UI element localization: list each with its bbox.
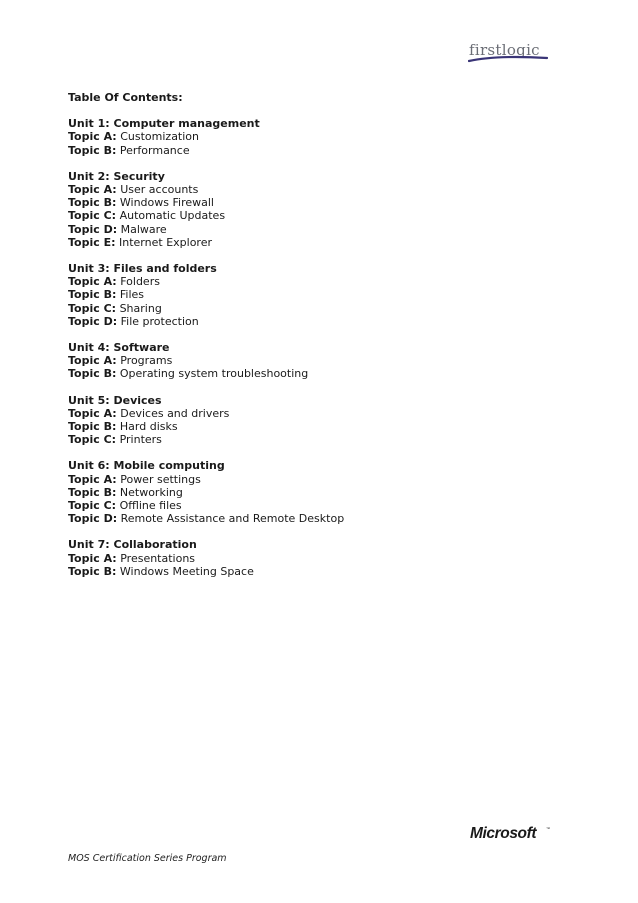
- topic-label: Topic B:: [68, 143, 117, 157]
- topic-name: Automatic Updates: [119, 209, 226, 223]
- topic-item: [68, 183, 568, 196]
- topic-label: Topic A:: [68, 130, 117, 144]
- topic-label: Topic B:: [68, 196, 117, 210]
- table-of-contents: [68, 91, 568, 591]
- topic-name: Operating system troubleshooting: [119, 367, 309, 381]
- topic-name: Programs: [120, 354, 173, 368]
- topic-label: Topic A:: [68, 406, 117, 420]
- topic-label: Topic D:: [68, 314, 118, 328]
- unit-section: [68, 538, 568, 578]
- topic-name: Hard disks: [119, 420, 178, 434]
- topic-item: [68, 354, 568, 367]
- topic-label: Topic B:: [68, 420, 117, 434]
- firstlogic-logo-text: firstlogic: [469, 41, 540, 59]
- topic-item: [68, 315, 568, 328]
- topic-item: [68, 552, 568, 565]
- microsoft-logo: [470, 823, 552, 843]
- topic-label: Topic A:: [68, 551, 117, 565]
- topic-item: [68, 144, 568, 157]
- toc-title: Table Of Contents:: [68, 91, 183, 104]
- unit-title: Unit 4: Software: [68, 341, 170, 355]
- topic-item: [68, 407, 568, 420]
- topic-label: Topic A:: [68, 275, 117, 289]
- topic-item: [68, 130, 568, 143]
- topic-item: [68, 473, 568, 486]
- topic-name: Offline files: [119, 499, 182, 513]
- topic-item: [68, 288, 568, 301]
- topic-label: Topic B:: [68, 367, 117, 381]
- unit-title: Unit 7: Collaboration: [68, 538, 197, 552]
- topic-name: User accounts: [120, 183, 199, 197]
- firstlogic-logo: [468, 38, 548, 66]
- topic-name: Files: [119, 288, 145, 302]
- topic-name: Windows Firewall: [119, 196, 214, 210]
- footer-program-name: MOS Certification Series Program: [68, 853, 227, 864]
- topic-label: Topic A:: [68, 183, 117, 197]
- unit-section: [68, 262, 568, 328]
- topic-label: Topic C:: [68, 209, 117, 223]
- unit-title: Unit 3: Files and folders: [68, 262, 217, 276]
- topic-label: Topic B:: [68, 288, 117, 302]
- topic-item: [68, 196, 568, 209]
- unit-title: Unit 6: Mobile computing: [68, 459, 225, 473]
- topic-item: [68, 236, 568, 249]
- topic-label: Topic D:: [68, 222, 118, 236]
- topic-name: File protection: [120, 314, 199, 328]
- topic-name: Presentations: [120, 551, 196, 565]
- topic-item: [68, 433, 568, 446]
- topic-item: [68, 275, 568, 288]
- topic-name: Sharing: [119, 301, 162, 315]
- topic-label: Topic A:: [68, 354, 117, 368]
- unit-title: Unit 5: Devices: [68, 393, 162, 407]
- unit-title: Unit 1: Computer management: [68, 117, 260, 131]
- topic-item: [68, 499, 568, 512]
- topic-label: Topic C:: [68, 433, 117, 447]
- topic-label: Topic B:: [68, 564, 117, 578]
- topic-item: [68, 512, 568, 525]
- unit-section: [68, 459, 568, 525]
- topic-label: Topic C:: [68, 499, 117, 513]
- topic-name: Power settings: [120, 472, 201, 486]
- microsoft-logo-text: Microsoft: [470, 825, 537, 842]
- topic-name: Folders: [120, 275, 160, 289]
- topic-name: Performance: [119, 143, 190, 157]
- unit-title: Unit 2: Security: [68, 169, 165, 183]
- trademark-mark: ™: [546, 826, 550, 831]
- topic-item: [68, 420, 568, 433]
- topic-item: [68, 302, 568, 315]
- topic-label: Topic E:: [68, 235, 116, 249]
- unit-section: [68, 170, 568, 249]
- topic-name: Remote Assistance and Remote Desktop: [120, 512, 345, 526]
- topic-name: Windows Meeting Space: [119, 564, 254, 578]
- topic-item: [68, 486, 568, 499]
- topic-item: [68, 367, 568, 380]
- topic-item: [68, 223, 568, 236]
- unit-section: [68, 117, 568, 157]
- topic-name: Malware: [120, 222, 167, 236]
- topic-label: Topic C:: [68, 301, 117, 315]
- topic-label: Topic A:: [68, 472, 117, 486]
- topic-label: Topic D:: [68, 512, 118, 526]
- unit-section: [68, 341, 568, 381]
- topic-name: Internet Explorer: [119, 235, 212, 249]
- topic-name: Networking: [119, 485, 183, 499]
- topic-name: Printers: [119, 433, 162, 447]
- topic-name: Customization: [120, 130, 200, 144]
- topic-name: Devices and drivers: [120, 406, 230, 420]
- unit-list: [68, 117, 568, 578]
- topic-item: [68, 565, 568, 578]
- unit-section: [68, 394, 568, 447]
- topic-label: Topic B:: [68, 485, 117, 499]
- topic-item: [68, 209, 568, 222]
